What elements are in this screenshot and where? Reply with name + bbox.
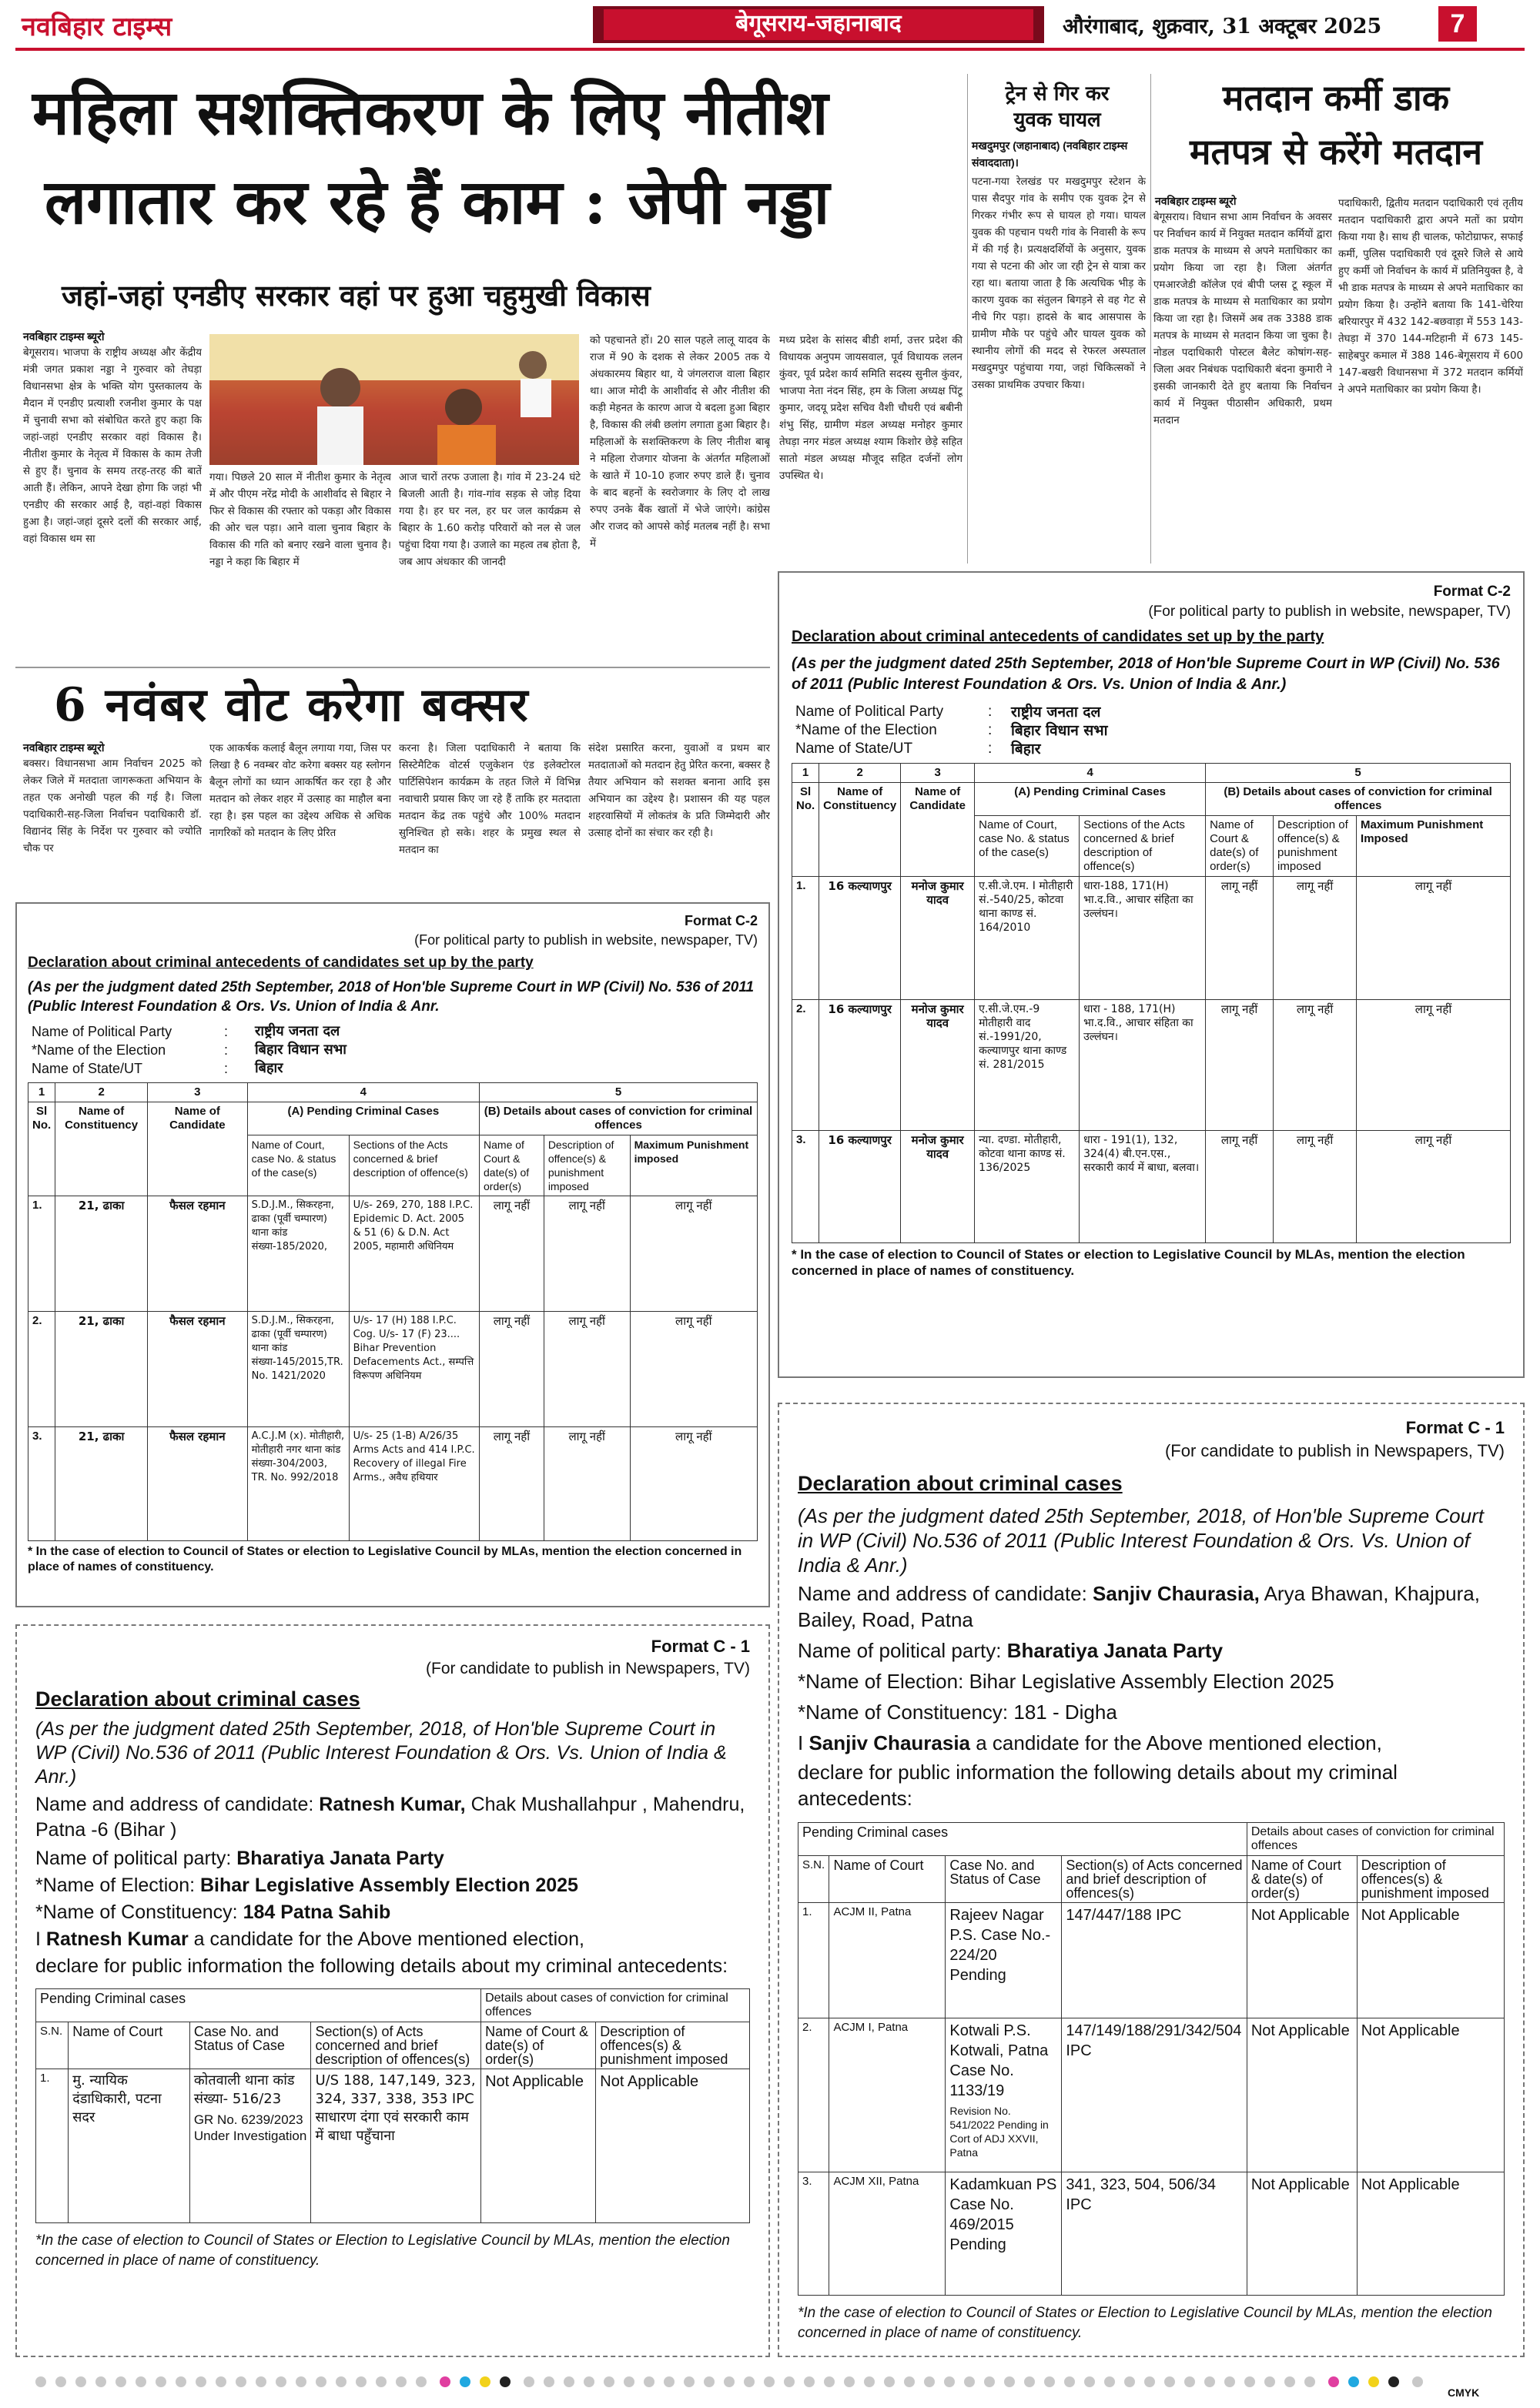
header-court: Name of Court, case No. & status of the case(s) — [975, 816, 1080, 877]
cell-case — [946, 2018, 1062, 2172]
cell-sections: U/S 188, 147,149, 323, 324, 337, 338, 353 IPC साधारण दंगा एवं सरकारी काम में बाधा पहुँचाना — [311, 2069, 481, 2223]
c2-right-ad — [778, 571, 1525, 1378]
constituency-value: 181 - Digha — [1013, 1701, 1117, 1724]
address-value: Arya Bhawan, Khajpura, Bailey, Road, Patna — [798, 1582, 1480, 1631]
cell-not-applicable: लागू नहीं — [544, 1312, 630, 1427]
table-row — [792, 877, 1511, 1000]
purpose-line: (For political party to publish in website, newspaper, TV) — [1148, 604, 1511, 620]
lead-col-3: आज चारों तरफ उजाला है। गांव में 23-24 घंटे बिजली आती है। गांव-गांव सड़क से जोड़ दिया गया है। हर घर नल, हर घर जल कार्यक्रम से बिहार के 1.60 करोड़ परिवारों को नल से जल पहुंचा दिया गया है। उजाले का महत्व तब होता है, जब आप अंधकार की जानदी — [399, 472, 581, 568]
case-text: कोतवाली थाना कांड संख्या- 516/23 — [193, 2072, 295, 2107]
election-value: Bihar Legislative Assembly Election 2025 — [200, 1875, 578, 1896]
election-value: बिहार विधान सभा — [1011, 722, 1108, 739]
masthead-rule — [15, 48, 1525, 51]
train-text: पटना-गया रेलखंड पर मखदुमपुर स्टेशन के पास सैदपुर गांव के समीप एक युवक ट्रेन से गिरकर गंभीर रूप से घायल हो गया। घायल युवक की पहचान पथरी गांव के निवासी के रूप में की गई है। प्रत्यक्षदर्शियों के अनुसार, युवक गया से पटना की ओर जा रही ट्रेन से यात्रा कर रहा था। बताया जाता है कि अत्यधिक भीड़ के कारण युवक का संतुलन बिगड़ने से वह गेट से नीचे गिर पड़ा। हादसे के बाद आसपास के ग्रामीण मौके पर पहुंचे और घायल युवक को स्थानीय लोगों की मदद से रेफरल अस्पताल मखदुमपुर पहुंचाया गया, जहां चिकित्सकों ने उसका प्राथमिक उपचार किया। — [972, 176, 1146, 391]
cell-sl: 3. — [792, 1131, 819, 1243]
header-description: Description of offences(s) & punishment imposed — [596, 2022, 750, 2069]
declaration-line-2: declare for public information the following details about my criminal antecedents: — [798, 1761, 1398, 1810]
cell-sections: U/s- 17 (H) 188 I.P.C. Cog. U/s- 17 (F) 23.... Bihar Prevention Defacements Act., सम्पत्ति विरूपण अधिनियम — [349, 1312, 479, 1427]
voting-headline-1: मतदान कर्मी डाक — [1222, 77, 1450, 119]
declaration-rest: a candidate for the Above mentioned election, — [976, 1731, 1382, 1754]
footnote: *In the case of election to Council of States or Election to Legislative Council by MLAs, mention the election concerned in place of name of constituency. — [35, 2232, 730, 2269]
header-court-order: Name of Court & date(s) of order(s) — [1247, 1856, 1357, 1903]
cell-not-applicable: Not Applicable — [596, 2069, 750, 2223]
cell-sections: 147/149/188/291/342/504 IPC — [1062, 2018, 1247, 2172]
table-row — [28, 1427, 758, 1541]
cell-not-applicable: Not Applicable — [481, 2069, 596, 2223]
cell-not-applicable: लागू नहीं — [544, 1196, 630, 1312]
cell-candidate: फैसल रहमान — [148, 1427, 248, 1541]
cell-not-applicable: लागू नहीं — [1274, 1131, 1357, 1243]
state-label: Name of State/UT — [795, 741, 913, 757]
antecedents-table — [792, 763, 1511, 1243]
voting-col-2: पदाधिकारी, द्वितीय मतदान पदाधिकारी एवं तृतीय मतदान पदाधिकारी द्वारा अपने मतों का प्रयोग किया गया है। साथ ही चालक, फोटोग्राफर, सफाई कर्मी, पुलिस पदाधिकारी एवं दूसरे जिले से आये हुए कर्मी जो निर्वाचन के कार्य में प्रतिनियुक्त है, वे भी डाक मतपत्र के माध्यम से अपने मताधिकार का प्रयोग किया है। उन्होंने बताया कि 141-चेरिया बरियारपुर में 432 142-बछवाड़ा में 553 143-तेघड़ा में 370 144-मटिहानी में 673 145-साहेबपुर कमाल में 388 146-बेगूसराय में 600 147-बखरी विधानसभा में 372 मतदान कर्मियों ने अपने मताधिकार का प्रयोग किया है। — [1338, 198, 1523, 396]
declaration-title: Declaration about criminal cases — [35, 1687, 360, 1711]
cell-sl: 3. — [28, 1427, 55, 1541]
cell-sections: 147/447/188 IPC — [1062, 1903, 1247, 2018]
candidate-address — [798, 1580, 1505, 1633]
declaration-line-2: declare for public information the following details about my criminal antecedents: — [35, 1955, 728, 1977]
declarant-name: Ratnesh Kumar — [45, 1928, 189, 1950]
format-label: Format C-2 — [684, 913, 758, 928]
case-note: Revision No. 541/2022 Pending in Cort of ADJ XXVII, Patna — [949, 2105, 1049, 2159]
header-candidate: Name of Candidate — [148, 1102, 248, 1196]
lead-photo — [209, 334, 579, 465]
cell-not-applicable: लागू नहीं — [544, 1427, 630, 1541]
cell-court: A.C.J.M (x). मोतीहारी, मोतीहारी नगर थाना कांड संख्या-304/2003, TR. No. 992/2018 — [247, 1427, 349, 1541]
masthead — [0, 0, 1540, 52]
state-value: बिहार — [1011, 741, 1041, 758]
declaration-line — [35, 1927, 750, 1952]
address-label: Name and address of candidate: — [798, 1582, 1087, 1605]
voting-headline-2: मतपत्र से करेंगे मतदान — [1189, 131, 1483, 172]
cell-sl: 1. — [28, 1196, 55, 1312]
cell-case — [946, 2172, 1062, 2296]
cell-sl: 2. — [792, 1000, 819, 1131]
cell-sections: U/s- 269, 270, 188 I.P.C. Epidemic D. Act. 2005 & 51 (6) & D.N. Act 2005, महामारी अधिनियम — [349, 1196, 479, 1312]
header-constituency: Name of Constituency — [55, 1102, 148, 1196]
party-label: Name of Political Party — [795, 704, 944, 720]
buxar-col-4: संदेश प्रसारित करना, युवाओं व प्रथम बार मतदाताओं को मतदान हेतु प्रेरित करना, बक्सर है तैयार अभियान को सशक्त बनाना आदि इस अभियान का उद्देश्य है। प्रशासन की यह पहल शहरवासियों में लोकतंत्र के प्रति जिम्मेदारी और उत्साह दोनों का संचार कर रही है। — [588, 743, 770, 839]
criminal-cases-table — [798, 1822, 1505, 2296]
colnum: 5 — [480, 1083, 758, 1102]
election-value: बिहार विधान सभा — [255, 1042, 346, 1058]
format-label: Format C - 1 — [651, 1637, 750, 1656]
header-sections: Section(s) of Acts concerned and brief description of offences(s) — [311, 2022, 481, 2069]
cell-not-applicable: लागू नहीं — [480, 1312, 544, 1427]
header-conviction: (B) Details about cases of conviction for criminal offences — [1206, 783, 1511, 816]
paper-name: नवबिहार टाइम्स — [22, 12, 172, 42]
cell-sl: 2. — [28, 1312, 55, 1427]
party-label: Name of political party: — [35, 1848, 232, 1869]
section-banner — [593, 6, 1044, 43]
colnum: 1 — [28, 1083, 55, 1102]
cell-not-applicable: लागू नहीं — [1206, 1000, 1274, 1131]
table-row — [28, 1312, 758, 1427]
lead-col-1: बेगूसराय। भाजपा के राष्ट्रीय अध्यक्ष और केंद्रीय मंत्री जगत प्रकाश नड्डा ने गुरुवार को तेघड़ा विधानसभा क्षेत्र के भक्ति योग पुस्तकालय के मैदान में एनडीए प्रत्याशी रजनीश कुमार के पक्ष में चुनावी सभा को संबोधित करते हुए कहा कि जहां-जहां एनडीए सरकार वहां विकास है। नीतीश कुमार के नेतृत्व में विकास के काम तेजी से हुए हैं। चुनाव के समय तरह-तरह की बातें आती हैं। लेकिन, आपने देखा होगा कि जहां भी एनडीए की सरकार आई है, वहां-वहां विकास हुआ है। जहां-जहां दूसरे दलों की सरकार आई, वहां विकास थम सा — [23, 347, 202, 545]
header-case: Case No. and Status of Case — [946, 1856, 1062, 1903]
cell-court: ACJM XII, Patna — [829, 2172, 946, 2296]
cell-not-applicable: Not Applicable — [1247, 2172, 1357, 2296]
header-sn: S.N. — [36, 2022, 69, 2069]
cell-not-applicable: Not Applicable — [1247, 2018, 1357, 2172]
constituency-line — [35, 1900, 750, 1925]
cell-court: ACJM I, Patna — [829, 2018, 946, 2172]
dateline: औरंगाबाद, शुक्रवार, 31 अक्टूबर 2025 — [1063, 15, 1382, 38]
page-number: 7 — [1438, 6, 1477, 42]
buxar-col-1: बक्सर। विधानसभा आम निर्वाचन 2025 को लेकर जिले में मतदाता जागरूकता अभियान के तहत एक अनोखी पहल की गई है। जिला पदाधिकारी-सह-जिला निर्वाचन पदाधिकारी डॉ. विद्यानंद सिंह के निर्देश पर गुरुवार को ज्योति चौक पर — [23, 758, 202, 855]
cell-candidate: फैसल रहमान — [148, 1312, 248, 1427]
footnote: * In the case of election to Council of States or election to Legislative Council by MLAs, mention the election concerned in place of names of constituency. — [792, 1247, 1465, 1278]
colnum: 2 — [819, 764, 901, 783]
cell-not-applicable: लागू नहीं — [630, 1427, 757, 1541]
colnum: 5 — [1206, 764, 1511, 783]
cell-court: S.D.J.M., सिकरहना, ढाका (पूर्वी चम्पारण) थाना कांड संख्या-145/2015,TR. No. 1421/2020 — [247, 1312, 349, 1427]
declaration-title: Declaration about criminal cases — [798, 1472, 1123, 1495]
header-candidate: Name of Candidate — [901, 783, 975, 877]
cell-not-applicable: Not Applicable — [1357, 2172, 1504, 2296]
declaration-title: Declaration about criminal antecedents of candidates set up by the party — [28, 955, 534, 971]
party-label: Name of Political Party — [32, 1024, 172, 1039]
header-sections: Sections of the Acts concerned & brief description of offence(s) — [349, 1135, 479, 1196]
cell-sl: 1. — [792, 877, 819, 1000]
cell-constituency: 21, ढाका — [55, 1196, 148, 1312]
cell-constituency: 21, ढाका — [55, 1427, 148, 1541]
colnum: 4 — [247, 1083, 479, 1102]
state-value: बिहार — [255, 1060, 283, 1076]
header-description: Description of offences(s) & punishment imposed — [1357, 1856, 1504, 1903]
election-value: Bihar Legislative Assembly Election 2025 — [969, 1670, 1334, 1693]
lead-byline: नवबिहार टाइम्स ब्यूरो — [23, 330, 105, 343]
registration-strip — [31, 2376, 1432, 2391]
declaration-title: Declaration about criminal antecedents of candidates set up by the party — [792, 628, 1324, 645]
cell-sn: 1. — [36, 2069, 69, 2223]
cell-not-applicable: लागू नहीं — [480, 1427, 544, 1541]
colnum: 4 — [975, 764, 1206, 783]
header-sections: Sections of the Acts concerned & brief description of offence(s) — [1080, 816, 1206, 877]
buxar-col-3: करना है। जिला पदाधिकारी ने बताया कि सिस्टेमैटिक वोटर्स एजुकेशन एंड इलेक्टोरल पार्टिसिपेशन कार्यक्रम के तहत जिले में विभिन्न नवाचारी प्रयास किए जा रहे हैं ताकि हर मतदाता मतदान केंद्र तक पहुंचे और 100% मतदान सुनिश्चित हो सके। शहर के प्रमुख स्थल से मतदान का — [399, 743, 581, 856]
lead-headline-2: लगातार कर रहे हैं काम : जेपी नड्डा — [45, 166, 830, 238]
declarant-name: Sanjiv Chaurasia — [808, 1731, 971, 1754]
c2-left-ad — [15, 902, 770, 1607]
lead-col-5: मध्य प्रदेश के सांसद बीडी शर्मा, उत्तर प्रदेश की विधायक अनुपम जायसवाल, पूर्व विधायक ललन कुंवर, पूर्व प्रदेश कार्य समिति सदस्य सुनील कुंवर, भाजपा नेता नंदन सिंह, हम के जिला अध्यक्ष पिंटू कुमार, जदयू प्रदेश सचिव वैशी चौधरी एवं बबीनी शंभु सिंह, ग्रामीण मंडल अध्यक्ष मनोहर कुमार तेघड़ा नगर मंडल अध्यक्ष श्याम किशोर छेड़े सहित सातो मंडल अध्यक्ष मौजूद सहित दर्जनों लोग उपस्थित थे। — [779, 335, 962, 482]
header-max-punishment: Maximum Punishment imposed — [630, 1135, 757, 1196]
cell-candidate: मनोज कुमार यादव — [901, 1131, 975, 1243]
cell-not-applicable: लागू नहीं — [1357, 877, 1511, 1000]
header-conviction: Details about cases of conviction for criminal offences — [481, 1989, 750, 2022]
cell-sections: धारा - 191(1), 132, 324(4) बी.एन.एस., सरकारी कार्य में बाधा, बलवा। — [1080, 1131, 1206, 1243]
train-headline-1: ट्रेन से गिर कर — [1005, 82, 1110, 105]
header-conviction: (B) Details about cases of conviction for criminal offences — [480, 1102, 758, 1135]
constituency-label: *Name of Constituency: — [798, 1701, 1009, 1724]
format-label: Format C - 1 — [1405, 1418, 1505, 1437]
header-court-order: Name of Court & date(s) of order(s) — [1206, 816, 1274, 877]
purpose-line: (For political party to publish in website, newspaper, TV) — [414, 932, 758, 948]
lead-subhead: जहां-जहां एनडीए सरकार वहां पर हुआ चहुमुखी विकास — [62, 278, 651, 313]
train-headline-2: युवक घायल — [1013, 109, 1101, 132]
case-text: Kadamkuan PS Case No. 469/2015 Pending — [949, 2176, 1057, 2253]
party-details: Name of Political Party : राष्ट्रीय जनता दल *Name of the Election : बिहार विधान सभा Name of State/UT : बिहार — [28, 1022, 350, 1078]
footnote: * In the case of election to Council of States or election to Legislative Council by MLAs, mention the election concerned in place of names of constituency. — [28, 1545, 742, 1574]
declaration-rest: a candidate for the Above mentioned election, — [193, 1928, 584, 1950]
section-rule — [15, 667, 770, 668]
table-row — [798, 1903, 1505, 2018]
cell-not-applicable: लागू नहीं — [630, 1312, 757, 1427]
cell-constituency: 21, ढाका — [55, 1312, 148, 1427]
header-sections: Section(s) of Acts concerned and brief description of offences(s) — [1062, 1856, 1247, 1903]
cell-sections: 341, 323, 504, 506/34 IPC — [1062, 2172, 1247, 2296]
cell-not-applicable: लागू नहीं — [1357, 1131, 1511, 1243]
cell-candidate: मनोज कुमार यादव — [901, 877, 975, 1000]
section-name: बेगूसराय-जहानाबाद — [735, 10, 902, 37]
footnote: *In the case of election to Council of States or Election to Legislative Council by MLAs, mention the election concerned in place of name of constituency. — [798, 2305, 1492, 2341]
case-text: Rajeev Nagar P.S. Case No.- 224/20 Pending — [949, 1907, 1051, 1984]
cell-sections: धारा - 188, 171(H) भा.द.वि., आचार संहिता का उल्लंघन। — [1080, 1000, 1206, 1131]
table-row — [28, 1196, 758, 1312]
header-court: Name of Court — [829, 1856, 946, 1903]
judgment-text: (As per the judgment dated 25th September, 2018 of Hon'ble Supreme Court in WP (Civil) No. 536 of 2011 (Public Interest Foundation & Ors. Vs. Union of India & Anr. — [28, 979, 755, 1015]
header-conviction: Details about cases of conviction for criminal offences — [1247, 1823, 1504, 1856]
party-value: राष्ट्रीय जनता दल — [1011, 704, 1101, 721]
lead-headline-1: महिला सशक्तिकरण के लिए नीतीश — [32, 76, 829, 149]
cell-constituency: 16 कल्याणपुर — [819, 1131, 901, 1243]
party-label: Name of political party: — [798, 1639, 1002, 1662]
cell-sn: 1. — [798, 1903, 829, 2018]
header-pending: (A) Pending Criminal Cases — [975, 783, 1206, 816]
party-value: Bharatiya Janata Party — [1006, 1639, 1224, 1662]
train-dateline: मखदुमपुर (जहानाबाद) (नवबिहार टाइम्स संवाददाता)। — [972, 139, 1128, 169]
constituency-label: *Name of Constituency: — [35, 1901, 238, 1923]
case-text: Kotwali P.S. Kotwali, Patna Case No. 1133/19 — [949, 2022, 1049, 2099]
antecedents-table — [28, 1082, 758, 1541]
voting-col-1: बेगूसराय। विधान सभा आम निर्वाचन के अवसर पर निर्वाचन कार्य में नियुक्त मतदान कर्मियों द्वारा डाक मतपत्र के माध्यम से अपने मताधिकार का प्रयोग किया जा रहा है। जिला अंतर्गत एमआरजेडी कॉलेज एवं बीपी प्लस टू स्कूल में डाक मतपत्र के माध्यम से मताधिकार का प्रयोग किया जा रहा है। जिसमें अब तक 3388 डाक मतपत्र के माध्यम से मतदान किया जा चुका है। नोडल पदाधिकारी पोस्टल बैलेट कोषांग-सह-जिला अवर निबंधक पदाधिकारी बंदना कुमारी ने इसकी जानकारी देते हुए बताया कि निर्वाचन कार्य में नियुक्त पीठासीन अधिकारी, प्रथम मतदान — [1153, 212, 1332, 426]
cell-court: ACJM II, Patna — [829, 1903, 946, 2018]
cell-not-applicable: लागू नहीं — [1274, 877, 1357, 1000]
cell-constituency: 16 कल्याणपुर — [819, 1000, 901, 1131]
lead-col-2: गया। पिछले 20 साल में नीतीश कुमार के नेतृत्व में और पीएम नरेंद्र मोदी के आशीर्वाद से बिहार ने फिर से विकास की रफ्तार को पकड़ा और विकास की ओर चल पड़ा। आने वाला चुनाव बिहार के विकास की गति को बनाए रखने वाला चुनाव है। नड्डा ने कहा कि बिहार में — [209, 472, 391, 568]
cell-case — [946, 1903, 1062, 2018]
buxar-byline: नवबिहार टाइम्स ब्यूरो — [23, 741, 105, 754]
header-pending: Pending Criminal cases — [36, 1989, 481, 2022]
candidate-address — [35, 1792, 750, 1843]
election-line — [35, 1873, 750, 1898]
judgment-text: (As per the judgment dated 25th September, 2018, of Hon'ble Supreme Court in WP (Civil) No.536 of 2011 (Public Interest Foundation & Ors. Vs. Union of India & Anr.) — [798, 1504, 1484, 1577]
voting-byline: नवबिहार टाइम्स ब्यूरो — [1155, 195, 1237, 207]
table-row — [792, 1000, 1511, 1131]
cell-court: मु. न्यायिक दंडाधिकारी, पटना सदर — [69, 2069, 190, 2223]
header-court: Name of Court, case No. & status of the case(s) — [247, 1135, 349, 1196]
header-sl: Sl No. — [28, 1102, 55, 1196]
cell-constituency: 16 कल्याणपुर — [819, 877, 901, 1000]
header-court-order: Name of Court & date(s) of order(s) — [481, 2022, 596, 2069]
candidate-name: Ratnesh Kumar, — [319, 1794, 466, 1815]
cell-court: S.D.J.M., सिकरहना, ढाका (पूर्वी चम्पारण) थाना कांड संख्या-185/2020, — [247, 1196, 349, 1312]
party-details: Name of Political Party : राष्ट्रीय जनता दल *Name of the Election : बिहार विधान सभा Name of State/UT : बिहार — [792, 703, 1112, 758]
header-description: Description of offence(s) & punishment imposed — [544, 1135, 630, 1196]
address-value: Chak Mushallahpur , Mahendru, Patna -6 (Bihar ) — [35, 1794, 745, 1841]
case-note: GR No. 6239/2023 Under Investigation — [193, 2112, 307, 2143]
party-value: Bharatiya Janata Party — [236, 1848, 444, 1869]
cell-court: ए.सी.जे.एम.-9 मोतीहारी वाद सं.-1991/20, कल्याणपुर थाना काण्ड सं. 281/2015 — [975, 1000, 1080, 1131]
cell-not-applicable: लागू नहीं — [480, 1196, 544, 1312]
cell-not-applicable: लागू नहीं — [1206, 877, 1274, 1000]
colnum: 3 — [901, 764, 975, 783]
election-label: *Name of Election: — [798, 1670, 964, 1693]
declaration-line — [798, 1730, 1505, 1756]
lead-col-4: को पहचानते हों। 20 साल पहले लालू यादव के राज में 90 के दशक से लेकर 2005 तक ये अंधकारमय बिहार था, ये जंगलराज वाला बिहार था। आज मोदी के आशीर्वाद से और नीतीश की कड़ी मेहनत के कारण आज ये बदला हुआ बिहार है, विकास की लंबी छलांग लगाता हुआ बिहार है। महिलाओं के सशक्तिकरण के लिए नीतीश बाबू ने महिला रोजगार योजना के अंतर्गत महिलाओं के खाते में 10-10 हजार रुपए डाले हैं। चुनाव के बाद बहनों के स्वरोजगार के लिए दो लाख रुपए उनके बैंक खातों में भेजे जाएंगे। कांग्रेस और राजद को आपसे कोई मतलब नहीं है। सभा में — [590, 335, 770, 550]
header-court: Name of Court — [69, 2022, 190, 2069]
header-sn: S.N. — [798, 1856, 829, 1903]
party-value: राष्ट्रीय जनता दल — [255, 1023, 340, 1039]
table-row — [798, 2018, 1505, 2172]
election-label: *Name of Election: — [35, 1875, 196, 1896]
table-row — [792, 1131, 1511, 1243]
cell-not-applicable: लागू नहीं — [1357, 1000, 1511, 1131]
column-rule — [967, 74, 968, 564]
party-line — [798, 1637, 1505, 1664]
header-description: Description of offence(s) & punishment imposed — [1274, 816, 1357, 877]
purpose-line: (For candidate to publish in Newspapers, TV) — [1164, 1441, 1505, 1460]
cell-sections: U/s- 25 (1-B) A/26/35 Arms Acts and 414 I.P.C. Recovery of illegal Fire Arms., अवैध हथियार — [349, 1427, 479, 1541]
candidate-name: Sanjiv Chaurasia, — [1093, 1582, 1260, 1605]
cell-candidate: फैसल रहमान — [148, 1196, 248, 1312]
header-max-punishment: Maximum Punishment Imposed — [1357, 816, 1511, 877]
declaration-pronoun: I — [35, 1928, 41, 1950]
constituency-value: 184 Patna Sahib — [243, 1901, 391, 1923]
address-label: Name and address of candidate: — [35, 1794, 314, 1815]
colnum: 3 — [148, 1083, 248, 1102]
column-rule — [1150, 74, 1151, 564]
declaration-pronoun: I — [798, 1731, 804, 1754]
table-row — [798, 2172, 1505, 2296]
cell-not-applicable: Not Applicable — [1357, 2018, 1504, 2172]
header-sl: Sl No. — [792, 783, 819, 877]
election-line — [798, 1668, 1505, 1694]
election-label: *Name of the Election — [32, 1042, 166, 1058]
cell-sections: धारा-188, 171(H) भा.द.वि., आचार संहिता का उल्लंघन। — [1080, 877, 1206, 1000]
header-pending: (A) Pending Criminal Cases — [247, 1102, 479, 1135]
cmyk-marks: CMYK — [1448, 2386, 1480, 2399]
purpose-line: (For candidate to publish in Newspapers, TV) — [426, 1660, 750, 1677]
cell-not-applicable: Not Applicable — [1247, 1903, 1357, 2018]
cell-sn: 2. — [798, 2018, 829, 2172]
cell-not-applicable: लागू नहीं — [1206, 1131, 1274, 1243]
cell-court: ए.सी.जे.एम. I मोतीहारी सं.-540/25, कोटवा थाना काण्ड सं. 164/2010 — [975, 877, 1080, 1000]
colnum: 2 — [55, 1083, 148, 1102]
c1-right-ad — [778, 1403, 1525, 2357]
buxar-col-2: एक आकर्षक कलाई बैलून लगाया गया, जिस पर लिखा है 6 नवम्बर वोट करेगा बक्सर यह स्लोगन बैलून लोगों का ध्यान आकर्षित कर रहा है और मतदान को लेकर शहर में उत्साह का माहौल बना रहा है। इस पहल का उद्देश्य अधिक से अधिक नागरिकों को मतदान के लिए प्रेरित — [209, 743, 391, 839]
cell-case — [189, 2069, 311, 2223]
header-court-order: Name of Court & date(s) of order(s) — [480, 1135, 544, 1196]
election-label: *Name of the Election — [795, 722, 937, 738]
header-constituency: Name of Constituency — [819, 783, 901, 877]
table-row — [36, 2069, 750, 2223]
cell-not-applicable: Not Applicable — [1357, 1903, 1504, 2018]
criminal-cases-table — [35, 1988, 750, 2223]
constituency-line — [798, 1699, 1505, 1725]
state-label: Name of State/UT — [32, 1061, 143, 1076]
buxar-headline: 6 नवंबर वोट करेगा बक्सर — [54, 678, 530, 732]
judgment-text: (As per the judgment dated 25th September, 2018, of Hon'ble Supreme Court in WP (Civil) No.536 of 2011 (Public Interest Foundation & Ors. Vs. Union of India & Anr.) — [35, 1718, 727, 1788]
colnum: 1 — [792, 764, 819, 783]
format-label: Format C-2 — [1433, 584, 1511, 600]
header-pending: Pending Criminal cases — [798, 1823, 1247, 1856]
header-case: Case No. and Status of Case — [189, 2022, 311, 2069]
cell-not-applicable: लागू नहीं — [1274, 1000, 1357, 1131]
judgment-text: (As per the judgment dated 25th September, 2018 of Hon'ble Supreme Court in WP (Civil) No. 536 of 2011 (Public Interest Foundation & Ors. Vs. Union of India & Anr.) — [792, 655, 1500, 693]
cell-candidate: मनोज कुमार यादव — [901, 1000, 975, 1131]
party-line — [35, 1846, 750, 1871]
cell-court: न्या. दण्डा. मोतीहारी, कोटवा थाना काण्ड सं. 136/2025 — [975, 1131, 1080, 1243]
cell-sn: 3. — [798, 2172, 829, 2296]
rally-photo-image — [209, 334, 579, 465]
cell-not-applicable: लागू नहीं — [630, 1196, 757, 1312]
c1-left-ad — [15, 1624, 770, 2357]
